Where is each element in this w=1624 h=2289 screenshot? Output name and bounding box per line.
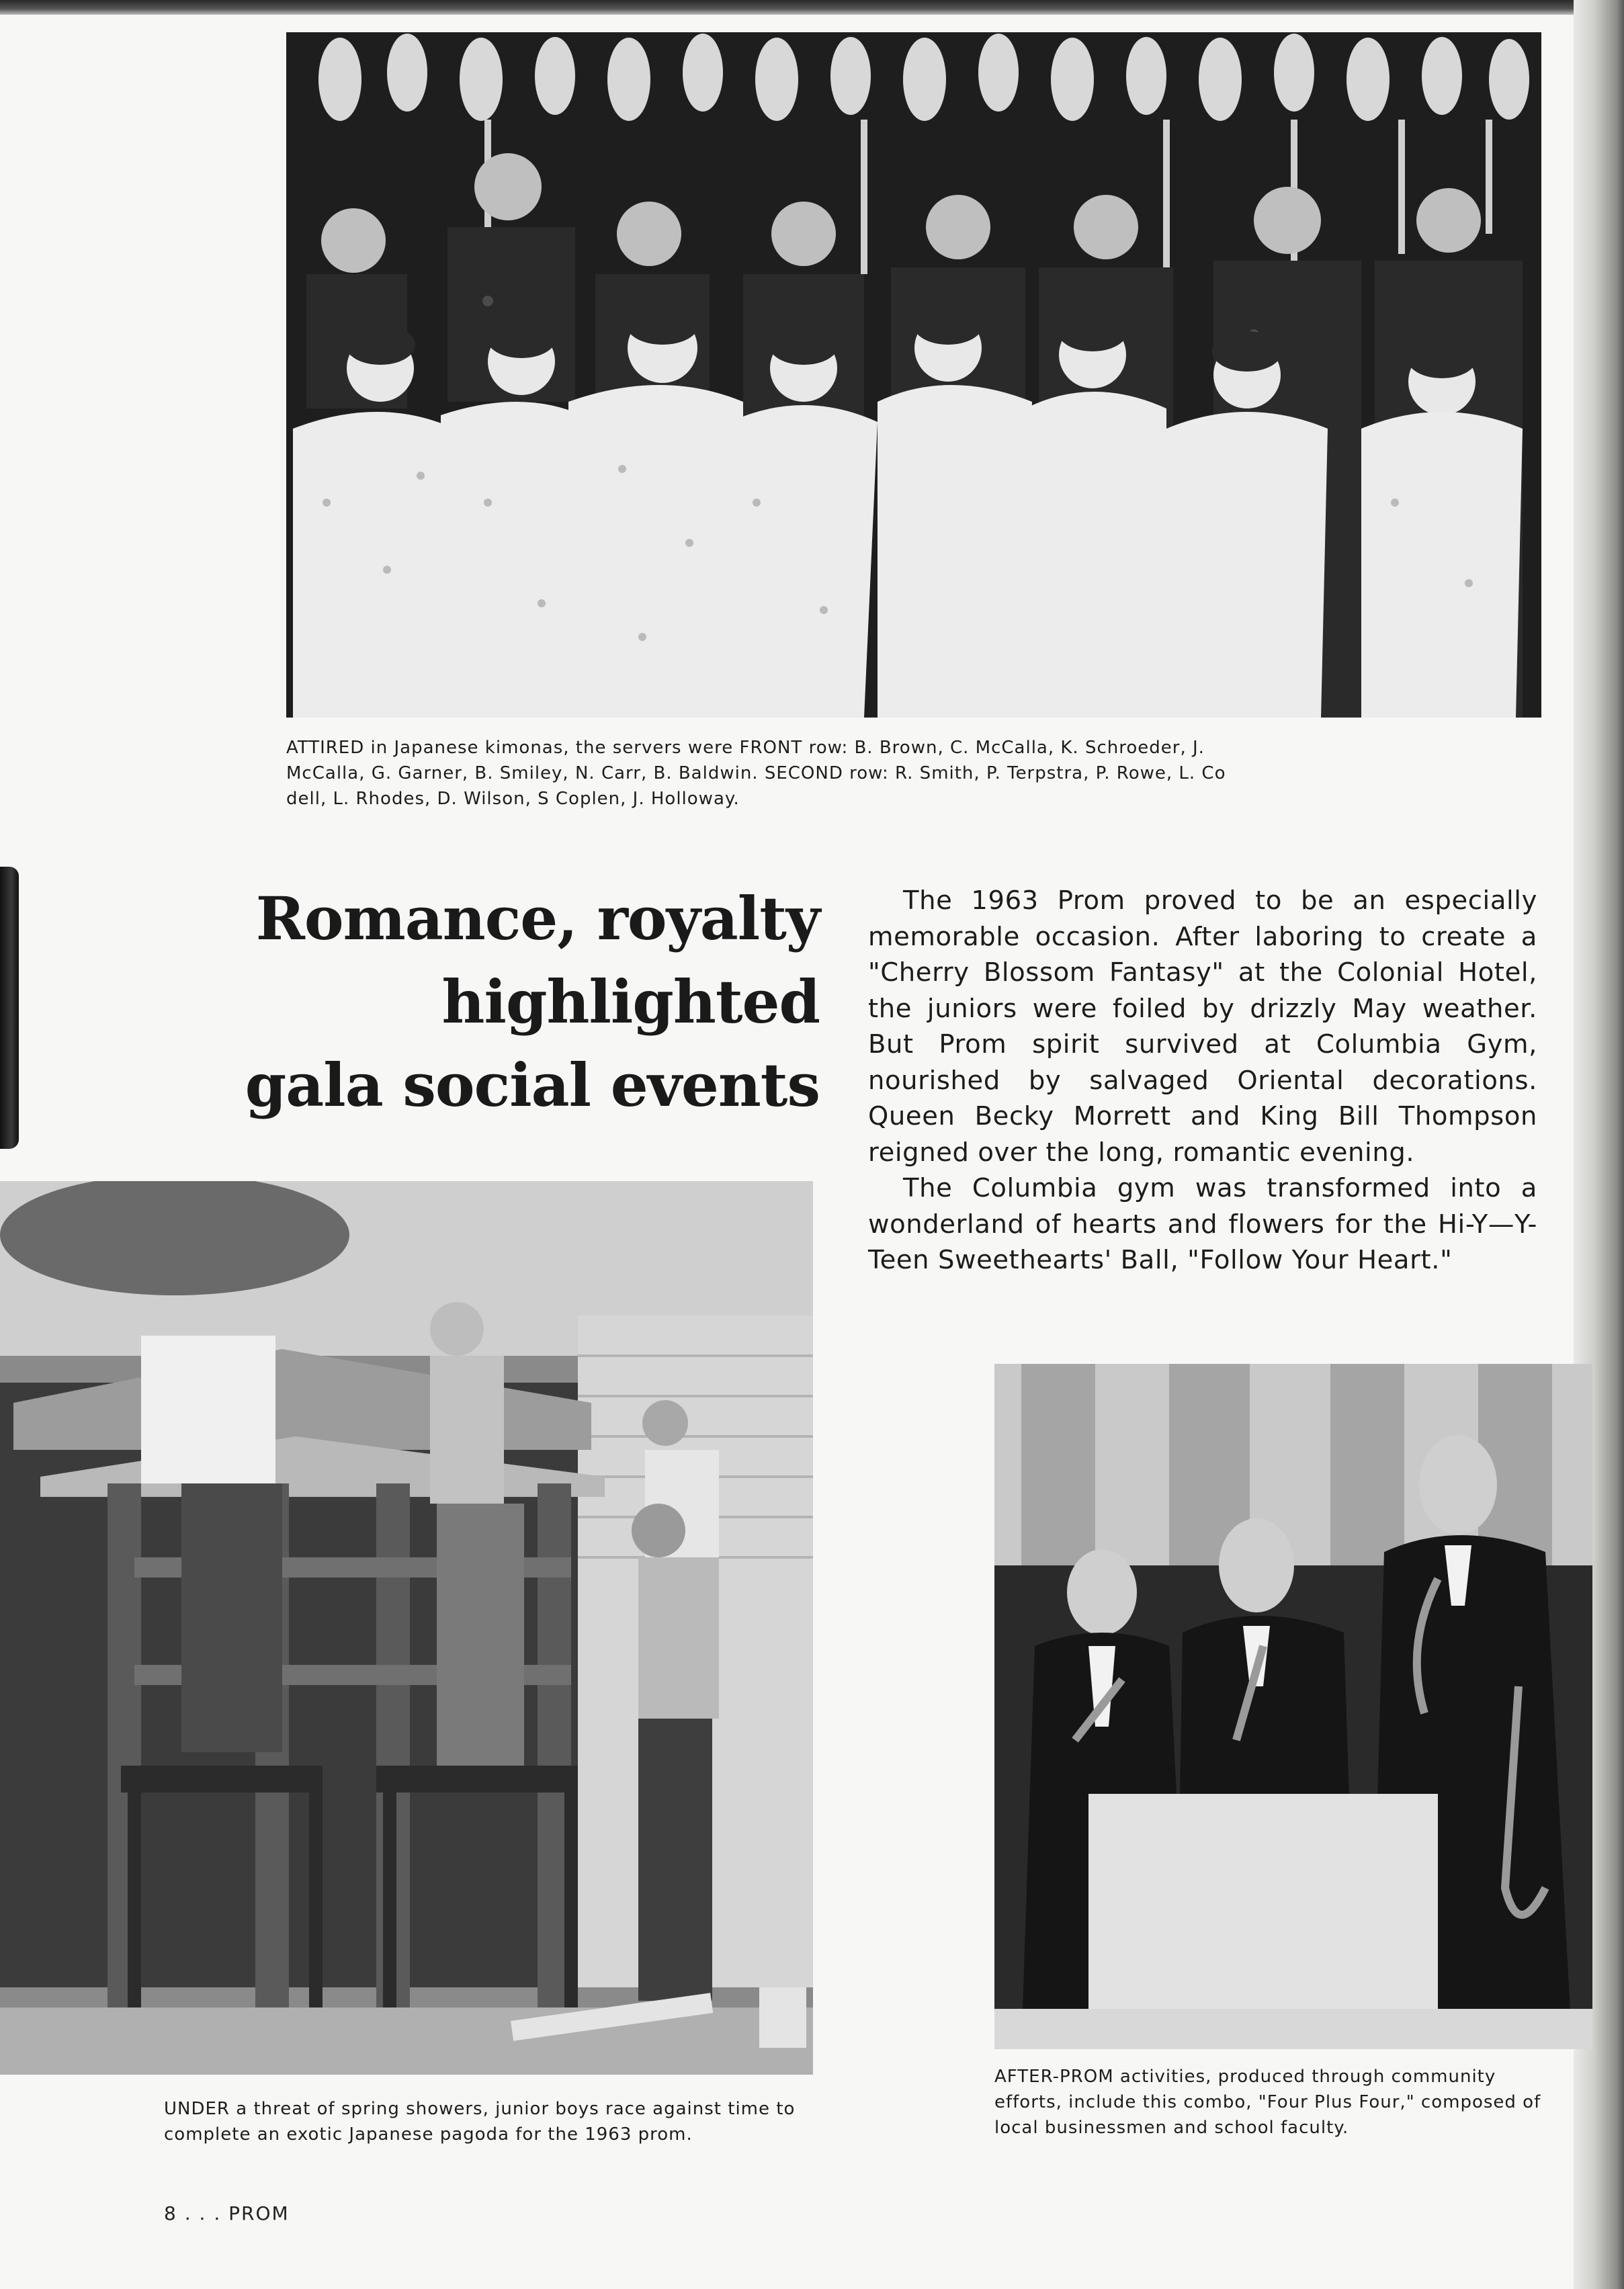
page-folio: 8 . . . PROM	[164, 2202, 290, 2225]
combo-caption: AFTER-PROM activities, produced through community efforts, include this combo, "Four Plus Four," composed of local businessmen and school faculty.	[994, 2067, 1541, 2138]
headline-line-2: gala social events	[245, 1050, 820, 1120]
combo-photo	[994, 1364, 1592, 2049]
page-top-edge	[0, 0, 1624, 15]
pagoda-caption: UNDER a threat of spring showers, junior boys race against time to complete an exotic Japanese pagoda for the 1963 prom.	[164, 2099, 796, 2145]
article-body	[868, 883, 1537, 1279]
article-paragraph-1: The 1963 Prom proved to be an especially memorable occasion. After laboring to create a "Cherry Blossom Fantasy" at the Colonial Hotel, the juniors were foiled by drizzly May weather. But Prom spirit survived at Columbia Gym, nourished by salvaged Oriental decorations. Queen Becky Morrett and King Bill Thompson reigned over the long, romantic evening.	[868, 886, 1537, 1168]
headline-line-1: Romance, royalty highlighted	[255, 883, 820, 1037]
pagoda-photo	[0, 1181, 813, 2075]
article-paragraph-2: The Columbia gym was transformed into a wonderland of hearts and flowers for the Hi-Y—Y-Teen Sweethearts' Ball, "Follow Your Heart."	[868, 1173, 1537, 1275]
binder-ring	[0, 867, 19, 1149]
servers-caption: ATTIRED in Japanese kimonas, the servers were FRONT row: B. Brown, C. McCalla, K. Schroeder, J. McCalla, G. Garner, B. Smiley, N. Carr, B. Baldwin. SECOND row: R. Smith, P. Terpstra, P. Rowe, L. Co dell, L. Rhodes, D. Wilson, S Coplen, J. Holloway.	[286, 738, 1226, 809]
page-headline	[121, 877, 820, 1127]
servers-photo	[286, 32, 1541, 718]
